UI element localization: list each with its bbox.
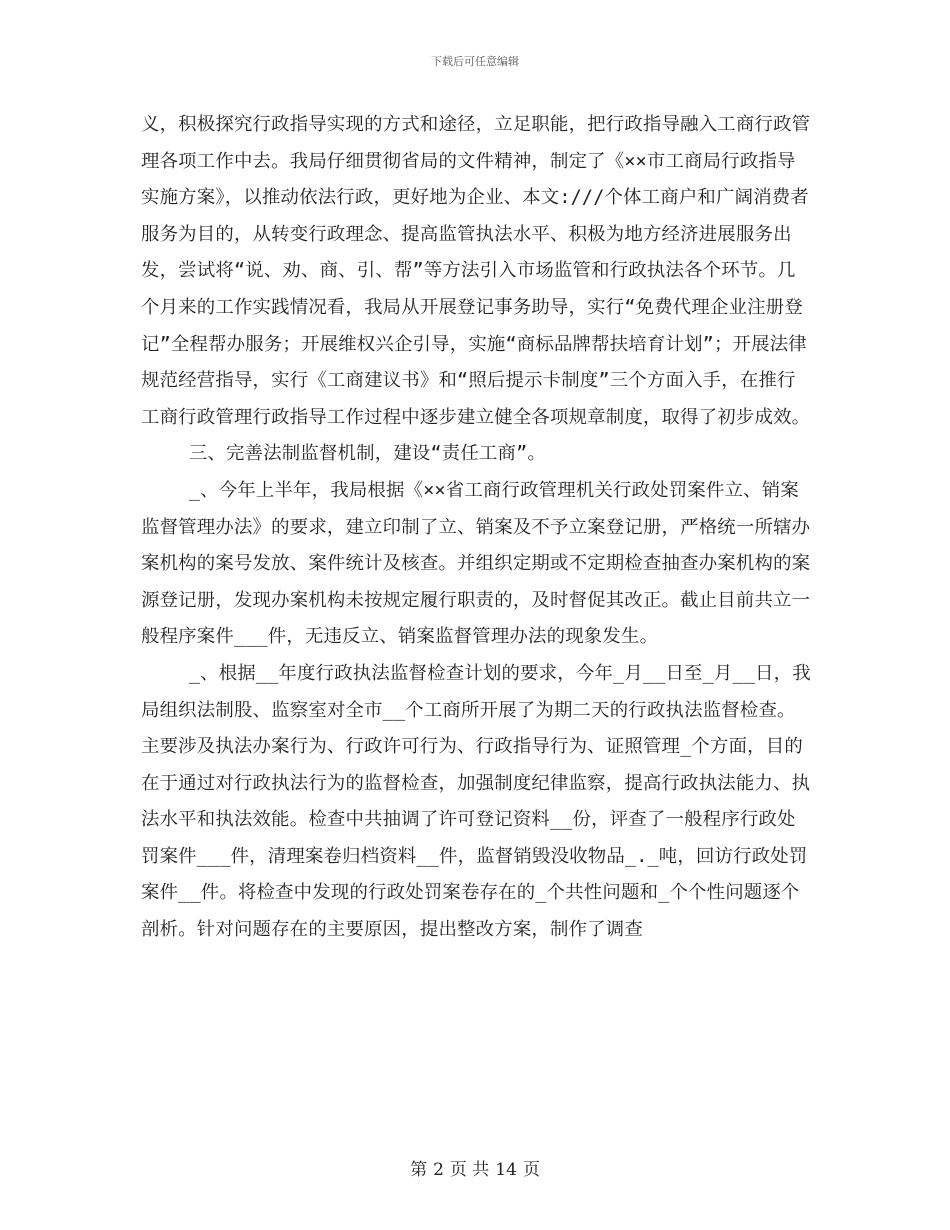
footer-total-pages: 14 [495,1160,517,1180]
footer-suffix: 页 [522,1160,540,1180]
footer-current-page: 2 [433,1160,444,1180]
paragraph-item-2: _、根据__年度行政执法监督检查计划的要求，今年_月__日至_月__日，我局组织法制股、监察室对全市__个工商所开展了为期二天的行政执法监督检查。主要涉及执法办案行为、行政许可行为、行政指导行为、证照管理_个方面，目的在于通过对行政执法行为的监督检查，加强制度纪律监察，提高行政执法能力、执法水平和执法效能。检查中共抽调了许可登记资料__份，评查了一般程序行政处罚案件___件，清理案卷归档资料__件，监督销毁没收物品_._吨，回访行政处罚案件__件。将检查中发现的行政处罚案卷存在的_个共性问题和_个个性问题逐个剖析。针对问题存在的主要原因，提出整改方案，制作了调查 [141,662,811,941]
footer-prefix: 第 [410,1160,428,1180]
paragraph-continued: 义，积极探究行政指导实现的方式和途径，立足职能，把行政指导融入工商行政管理各项工作中去。我局仔细贯彻省局的文件精神，制定了《××市工商局行政指导实施方案》，以推动依法行政，更好地为企业、本文:///个体工商户和广阔消费者服务为目的，从转变行政理念、提高监管执法水平、积极为地方经济进展服务出发，尝试将“说、劝、商、引、帮”等方法引入市场监管和行政执法各个环节。几个月来的工作实践情况看，我局从开展登记事务助导，实行“免费代理企业注册登记”全程帮办服务；开展维权兴企引导，实施“商标品牌帮扶培育计划”；开展法律规范经营指导，实行《工商建议书》和“照后提示卡制度”三个方面入手，在推行工商行政管理行政指导工作过程中逐步建立健全各项规章制度，取得了初步成效。 [141,114,811,428]
header-text: 下载后可任意编辑 [431,55,519,68]
footer-middle: 页 共 [449,1160,490,1180]
section-heading: 三、完善法制监督机制，建设“责任工商”。 [188,443,547,465]
page-header [0,53,950,69]
paragraph-item-1: _、今年上半年，我局根据《××省工商行政管理机关行政处罚案件立、销案监督管理办法》的要求，建立印制了立、销案及不予立案登记册，严格统一所辖办案机构的案号发放、案件统计及核查。并组织定期或不定期检查抽查办案机构的案源登记册，发现办案机构未按规定履行职责的，及时督促其改正。截止目前共立一般程序案件___件，无违反立、销案监督管理办法的现象发生。 [141,479,811,648]
document-body [141,107,811,949]
page-footer [0,1155,950,1180]
